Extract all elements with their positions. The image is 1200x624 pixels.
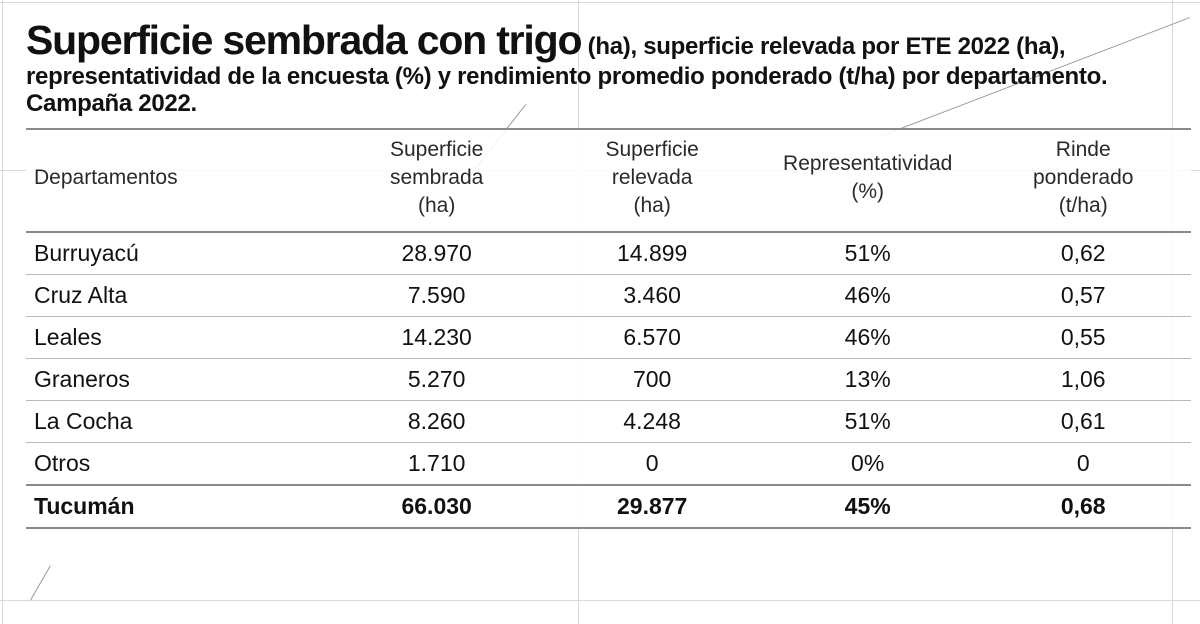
- figure-title: [26, 18, 1178, 118]
- column-header-rinde-ponderado: Rinde ponderado (t/ha): [975, 129, 1191, 232]
- cell-rinde: 0,55: [975, 316, 1191, 358]
- figure-title-rest: (ha), superficie relevada por ETE 2022 (ha), representatividad de la encuesta (%) y rendimiento promedio ponderado (t/ha) por departamento. Campaña 2022.: [26, 33, 1108, 117]
- cell-superficie-relevada: 700: [544, 358, 760, 400]
- cell-rinde-total: 0,68: [975, 485, 1191, 528]
- cell-superficie-relevada: 0: [544, 442, 760, 485]
- cell-representatividad-total: 45%: [760, 485, 976, 528]
- cell-rinde: 0,57: [975, 274, 1191, 316]
- cell-departamento-total: Tucumán: [26, 485, 329, 528]
- table-row: [26, 400, 1191, 442]
- cell-superficie-sembrada: 8.260: [329, 400, 545, 442]
- cell-superficie-relevada-total: 29.877: [544, 485, 760, 528]
- column-header-superficie-sembrada: Superficie sembrada (ha): [329, 129, 545, 232]
- table-row: [26, 316, 1191, 358]
- cell-departamento: Cruz Alta: [26, 274, 329, 316]
- cell-departamento: Otros: [26, 442, 329, 485]
- table-row: [26, 232, 1191, 275]
- cell-representatividad: 13%: [760, 358, 976, 400]
- table-row: [26, 274, 1191, 316]
- table-body: [26, 232, 1191, 528]
- cell-superficie-relevada: 4.248: [544, 400, 760, 442]
- cell-rinde: 1,06: [975, 358, 1191, 400]
- column-header-departamentos: Departamentos: [26, 129, 329, 232]
- column-header-superficie-relevada: Superficie relevada (ha): [544, 129, 760, 232]
- table-row: [26, 442, 1191, 485]
- page-guide-line: [2, 0, 3, 624]
- cell-superficie-relevada: 14.899: [544, 232, 760, 275]
- cell-representatividad: 51%: [760, 232, 976, 275]
- page-guide-line: [0, 2, 1200, 3]
- cell-departamento: Graneros: [26, 358, 329, 400]
- cell-rinde: 0,62: [975, 232, 1191, 275]
- cell-departamento: La Cocha: [26, 400, 329, 442]
- cell-superficie-sembrada-total: 66.030: [329, 485, 545, 528]
- cell-superficie-sembrada: 28.970: [329, 232, 545, 275]
- cell-superficie-sembrada: 7.590: [329, 274, 545, 316]
- table-total-row: [26, 485, 1191, 528]
- table-header-row: [26, 129, 1191, 232]
- cell-representatividad: 46%: [760, 316, 976, 358]
- cell-rinde: 0,61: [975, 400, 1191, 442]
- cell-superficie-relevada: 6.570: [544, 316, 760, 358]
- column-header-representatividad: Representatividad (%): [760, 129, 976, 232]
- table-row: [26, 358, 1191, 400]
- cell-superficie-relevada: 3.460: [544, 274, 760, 316]
- cell-representatividad: 51%: [760, 400, 976, 442]
- table-header: [26, 129, 1191, 232]
- cell-representatividad: 0%: [760, 442, 976, 485]
- cell-superficie-sembrada: 5.270: [329, 358, 545, 400]
- cell-representatividad: 46%: [760, 274, 976, 316]
- figure-title-main: Superficie sembrada con trigo: [26, 17, 582, 63]
- cell-rinde: 0: [975, 442, 1191, 485]
- cell-superficie-sembrada: 14.230: [329, 316, 545, 358]
- page-guide-line: [0, 600, 1200, 601]
- wheat-area-table: [26, 128, 1191, 529]
- cell-departamento: Burruyacú: [26, 232, 329, 275]
- cell-departamento: Leales: [26, 316, 329, 358]
- scan-artifact-line: [30, 565, 51, 600]
- cell-superficie-sembrada: 1.710: [329, 442, 545, 485]
